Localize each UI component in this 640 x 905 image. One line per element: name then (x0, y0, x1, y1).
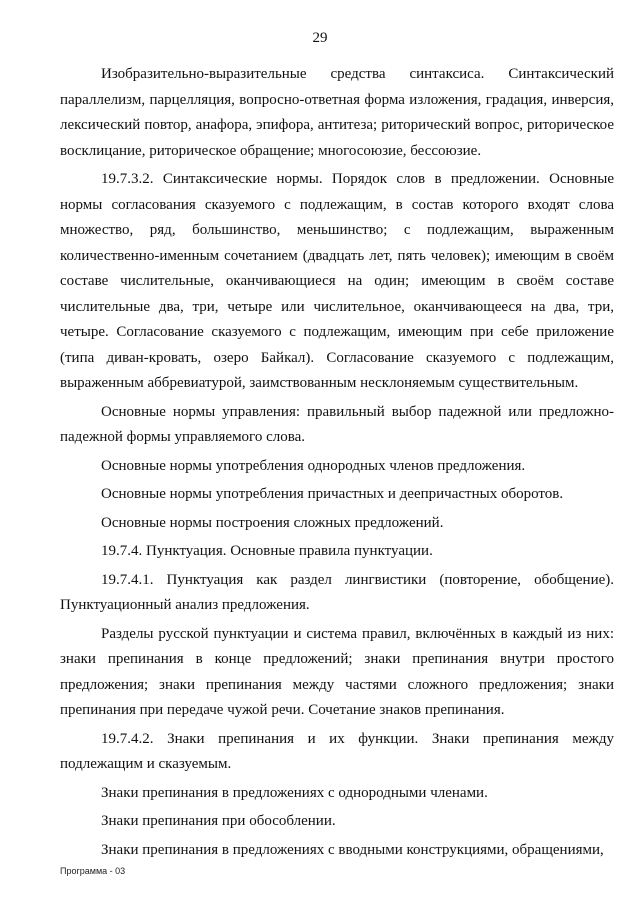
paragraph: Основные нормы употребления однородных членов предложения. (101, 457, 526, 474)
paragraph: 19.7.3.2. Синтаксические нормы. Порядок слов в предложении. Основные нормы согласования сказуемого с подлежащим, в состав которого входят слова множество, ряд, большинство, меньшинство; с подлежащим, выраженным количественно-именным сочетанием (двадцать лет, пять человек); имеющим в своём составе числительные, оканчивающиеся на один; имеющим в своём составе числительные два, три, четыре или числительное, оканчивающееся на два, три, четыре. Согласование сказуемого с подлежащим, имеющим при себе приложение (типа диван-кровать, озеро Байкал). Согласование сказуемого с подлежащим, выраженным аббревиатурой, заимствованным несклоняемым существительным. (60, 171, 614, 391)
paragraph: Основные нормы построения сложных предложений. (101, 514, 444, 531)
paragraph: Знаки препинания в предложениях с вводными конструкциями, обращениями, (101, 841, 604, 858)
document-body (60, 62, 614, 866)
paragraph: Разделы русской пунктуации и система правил, включённых в каждый из них: знаки препинания в конце предложений; знаки препинания внутри простого предложения; знаки препинания между частями сложного предложения; знаки препинания при передаче чужой речи. Сочетание знаков препинания. (60, 625, 614, 718)
section-heading: 19.7.4. Пунктуация. Основные правила пунктуации. (101, 543, 433, 559)
paragraph: Основные нормы управления: правильный выбор падежной или предложно-падежной формы управляемого слова. (60, 403, 614, 445)
paragraph: Знаки препинания при обособлении. (101, 813, 336, 829)
paragraph: Знаки препинания в предложениях с однородными членами. (101, 784, 488, 801)
paragraph: Изобразительно-выразительные средства синтаксиса. Синтаксический параллелизм, парцелляция, вопросно-ответная форма изложения, градация, инверсия, лексический повтор, анафора, эпифора, антитеза; риторический вопрос, риторическое восклицание, риторическое обращение; многосоюзие, бессоюзие. (60, 66, 614, 159)
paragraph: Основные нормы употребления причастных и деепричастных оборотов. (101, 486, 564, 502)
paragraph: 19.7.4.1. Пунктуация как раздел лингвистики (повторение, обобщение). Пунктуационный анализ предложения. (60, 571, 614, 613)
paragraph: 19.7.4.2. Знаки препинания и их функции. Знаки препинания между подлежащим и сказуемым. (60, 730, 614, 772)
page-number: 29 (312, 30, 328, 46)
footer-program-code: Программа - 03 (60, 866, 126, 876)
